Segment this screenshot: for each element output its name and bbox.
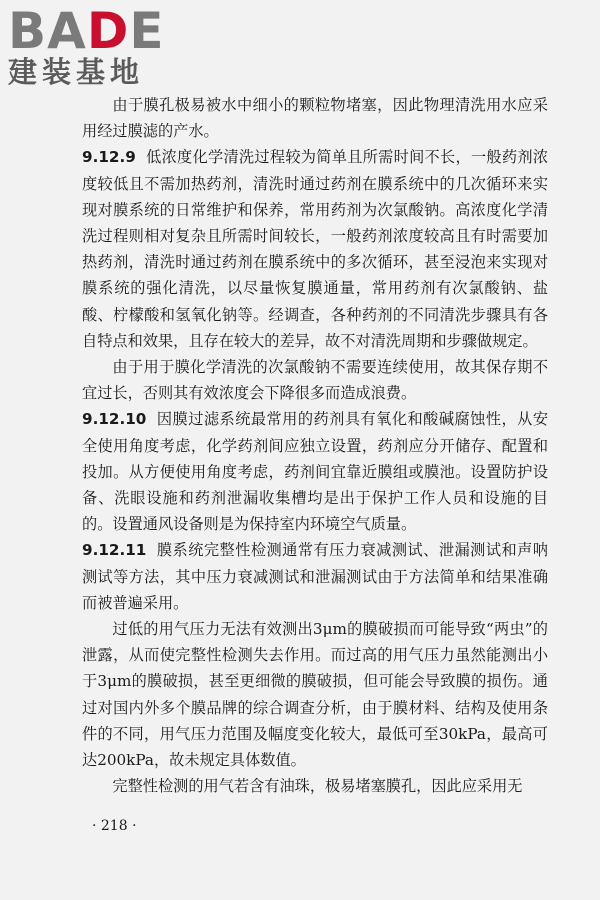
paragraph-0	[82, 92, 548, 144]
paragraph-5	[82, 616, 548, 773]
paragraph-text: 过低的用气压力无法有效测出3μm的膜破损而可能导致“两虫”的泄露，从而使完整性检测失去作用。而过高的用气压力虽然能测出小于3μm的膜破损，甚至更细微的膜破损，但可能会导致膜的损伤。通过对国内外多个膜品牌的综合调查分析，由于膜材料、结构及使用条件的不同，用气压力范围及幅度变化较大，最低可至30kPa，最高可达200kPa，故未规定具体数值。	[82, 620, 548, 770]
logo-tagline: 建装基地	[8, 55, 145, 89]
paragraph-3	[82, 406, 548, 537]
clause-number: 9.12.9	[82, 148, 136, 167]
paragraph-text: 低浓度化学清洗过程较为简单且所需时间不长，一般药剂浓度较低且不需加热药剂，清洗时通过药剂在膜系统中的几次循环来实现对膜系统的日常维护和保养，常用药剂为次氯酸钠。高浓度化学清洗过程则相对复杂且所需时间较长，一般药剂浓度较高且有时需要加热药剂，清洗时通过药剂在膜系统中的多次循环，甚至浸泡来实现对膜系统的强化清洗，以尽量恢复膜通量，常用药剂有次氯酸钠、盐酸、柠檬酸和氢氧化钠等。经调查，各种药剂的不同清洗步骤具有各自特点和效果，且存在较大的差异，故不对清洗周期和步骤做规定。	[82, 148, 548, 350]
logo-letters-suffix: E	[129, 2, 165, 60]
paragraph-1	[82, 144, 548, 354]
logo-wordmark	[8, 2, 178, 60]
paragraph-2	[82, 354, 548, 406]
logo-letters-prefix: BA	[8, 2, 87, 60]
clause-number: 9.12.11	[82, 541, 147, 560]
logo-letter-accent: D	[86, 2, 130, 60]
paragraph-text: 由于用于膜化学清洗的次氯酸钠不需要连续使用，故其保存期不宜过长，否则其有效浓度会下降很多而造成浪费。	[82, 358, 548, 403]
brand-logo	[8, 2, 178, 89]
paragraph-4	[82, 537, 548, 616]
page-number: · 218 ·	[92, 818, 137, 834]
paragraph-text: 因膜过滤系统最常用的药剂具有氧化和酸碱腐蚀性，从安全使用角度考虑，化学药剂间应独立设置，药剂应分开储存、配置和投加。从方便使用角度考虑，药剂间宜靠近膜组或膜池。设置防护设备、洗眼设施和药剂泄漏收集槽均是出于保护工作人员和设施的目的。设置通风设备则是为保持室内环境空气质量。	[82, 410, 548, 534]
paragraph-text: 完整性检测的用气若含有油珠，极易堵塞膜孔，因此应采用无	[112, 777, 523, 796]
paragraph-6	[82, 773, 548, 799]
paragraph-text: 膜系统完整性检测通常有压力衰减测试、泄漏测试和声呐测试等方法，其中压力衰减测试和泄漏测试由于方法简单和结果准确而被普遍采用。	[82, 541, 548, 612]
paragraph-text: 由于膜孔极易被水中细小的颗粒物堵塞，因此物理清洗用水应采用经过膜滤的产水。	[82, 96, 548, 141]
document-body	[82, 92, 548, 799]
clause-number: 9.12.10	[82, 410, 147, 429]
